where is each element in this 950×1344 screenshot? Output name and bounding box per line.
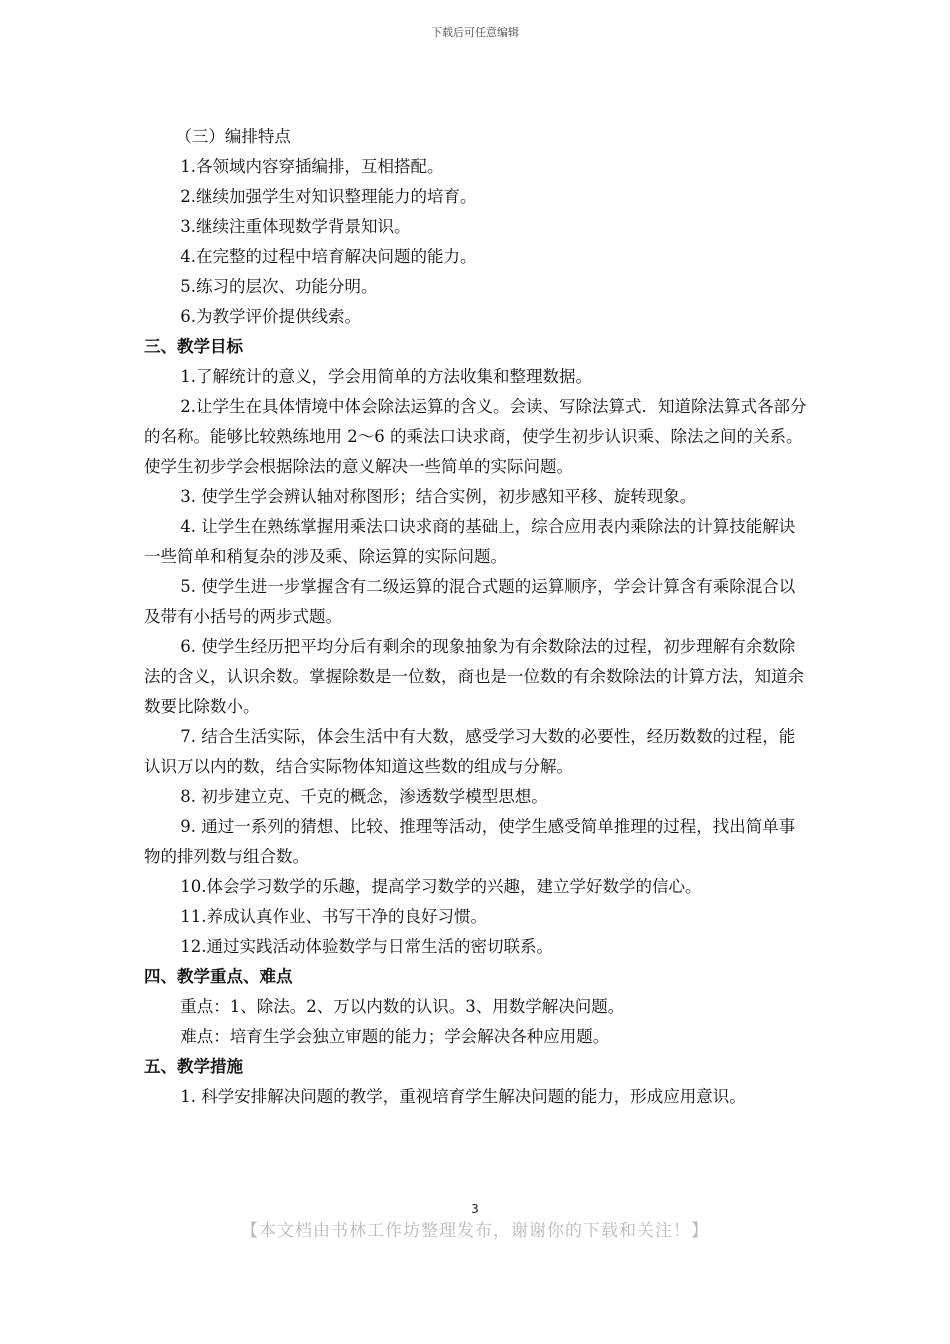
- difficulties-text: 难点：培育生学会独立审题的能力；学会解决各种应用题。: [180, 1027, 610, 1046]
- list-item: 5.练习的层次、功能分明。: [180, 277, 378, 296]
- list-item: 4.在完整的过程中培育解决问题的能力。: [180, 247, 477, 266]
- section-heading-measures: 五、教学措施: [144, 1057, 243, 1076]
- section-heading-goals: 三、教学目标: [144, 337, 243, 356]
- key-points-text: 重点：1、除法。2、万以内数的认识。3、用数学解决问题。: [180, 997, 625, 1016]
- list-item: 4. 让学生在熟练掌握用乘法口诀求商的基础上，综合应用表内乘除法的计算技能解诀一些简单和稍复杂的涉及乘、除运算的实际问题。: [144, 517, 796, 566]
- page-number: 3: [471, 1202, 479, 1216]
- list-item: 1.各领域内容穿插编排，互相搭配。: [180, 157, 444, 176]
- list-item: 5. 使学生进一步掌握含有二级运算的混合式题的运算顺序，学会计算含有乘除混合以及带有小括号的两步式题。: [144, 577, 796, 626]
- footer-note: 【本文档由书林工作坊整理发布，谢谢你的下载和关注！】: [241, 1221, 709, 1241]
- list-item: 2.继续加强学生对知识整理能力的培育。: [180, 187, 477, 206]
- list-item: 6. 使学生经历把平均分后有剩余的现象抽象为有余数除法的过程，初步理解有余数除法的含义，认识余数。掌握除数是一位数，商也是一位数的有余数除法的计算方法，知道余数要比除数小。: [144, 637, 804, 716]
- list-item: 3. 使学生学会辨认轴对称图形；结合实例，初步感知平移、旋转现象。: [180, 487, 697, 506]
- list-item: 11.养成认真作业、书写干净的良好习惯。: [180, 907, 488, 926]
- section-title-arrangement: （三）编排特点: [175, 127, 291, 146]
- list-item: 12.通过实践活动体验数学与日常生活的密切联系。: [180, 937, 554, 956]
- list-item: 6.为教学评价提供线索。: [180, 307, 362, 326]
- list-item: 1. 科学安排解决问题的教学，重视培育学生解决问题的能力，形成应用意识。: [180, 1087, 746, 1106]
- document-body: [144, 122, 808, 1112]
- list-item: 1.了解统计的意义，学会用简单的方法收集和整理数据。: [180, 367, 593, 386]
- list-item: 7. 结合生活实际，体会生活中有大数，感受学习大数的必要性，经历数数的过程，能认识万以内的数，结合实际物体知道这些数的组成与分解。: [144, 727, 796, 776]
- list-item: 8. 初步建立克、千克的概念，渗透数学模型思想。: [180, 787, 548, 806]
- list-item: 9. 通过一系列的猜想、比较、推理等活动，使学生感受简单推理的过程，找出简单事物的排列数与组合数。: [144, 817, 796, 866]
- list-item: 10.体会学习数学的乐趣，提高学习数学的兴趣，建立学好数学的信心。: [180, 877, 702, 896]
- header-note: 下载后可任意编辑: [431, 26, 519, 39]
- list-item: 2.让学生在具体情境中体会除法运算的含义。会读、写除法算式．知道除法算式各部分的名称。能够比较熟练地用 2～6 的乘法口诀求商，使学生初步认识乘、除法之间的关系。使学生初步学会根据除法的意义解决一些简单的实际问题。: [144, 397, 807, 476]
- section-heading-focus: 四、教学重点、难点: [144, 967, 293, 986]
- list-item: 3.继续注重体现数学背景知识。: [180, 217, 411, 236]
